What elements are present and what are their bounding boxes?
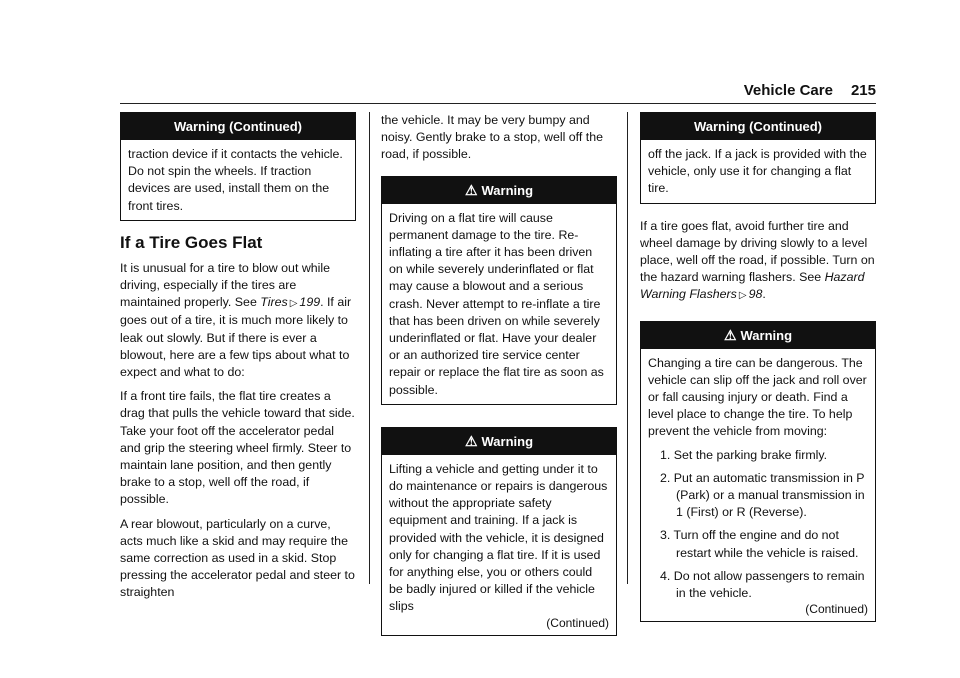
warning-box-title: Warning (Continued) xyxy=(121,113,355,140)
cross-reference-link[interactable]: Tires xyxy=(260,295,288,310)
paragraph: the vehicle. It may be very bumpy and noisy. Gently brake to a stop, well off the road, if possible. xyxy=(381,113,604,162)
page-header xyxy=(700,82,876,99)
header-rule xyxy=(120,103,876,104)
column-1 xyxy=(120,112,356,609)
warning-box-title: ⚠ Warning xyxy=(382,428,616,455)
warning-icon: ⚠ xyxy=(723,326,737,343)
list-item: 3. Turn off the engine and do not restart while the vehicle is raised. xyxy=(660,528,859,560)
column-divider-1 xyxy=(369,112,370,584)
warning-box-body: traction device if it contacts the vehicle. Do not spin the wheels. If traction devices are used, install them on the front tires. xyxy=(128,147,343,213)
warning-box-body: Driving on a flat tire will cause permanent damage to the tire. Re-inflating a tire after it has been driven on while severely underinflated or flat may cause a blowout and a serious crash. Never attempt to re-inflate a tire that has been driven on while severely underinflated or flat. Have your dealer or an authorized tire service center repair or replace the flat tire as soon as possible. xyxy=(389,210,604,397)
page-ref-number: 98 xyxy=(748,287,763,302)
continued-label: (Continued) xyxy=(805,602,868,617)
warning-box xyxy=(381,176,617,405)
list-item: 2. Put an automatic transmission in P (Park) or a manual transmission in 1 (First) or R (Reverse). xyxy=(660,470,865,520)
section-heading: If a Tire Goes Flat xyxy=(120,232,263,252)
cross-reference-link[interactable]: Hazard Warning Flashers xyxy=(640,270,865,302)
page-ref-number: 199 xyxy=(299,295,321,310)
warning-box-body: off the jack. If a jack is provided with the vehicle, only use it for changing a flat tire. xyxy=(648,147,867,196)
warning-box xyxy=(640,321,876,623)
warning-icon: ⚠ xyxy=(464,181,478,198)
paragraph: If a front tire fails, the flat tire creates a drag that pulls the vehicle toward that side. Take your foot off the accelerator pedal and grip the steering wheel firmly. Steer to maintain lane position, and then gently brake to a stop, well off the road, if possible. xyxy=(120,389,355,507)
warning-box-body: Lifting a vehicle and getting under it to do maintenance or repairs is dangerous without the appropriate safety equipment and training. If a jack is provided with the vehicle, it is designed only for changing a flat tire. If it is used for anything else, you or others could be badly injured or killed if the vehicle slips (Continued) xyxy=(389,461,609,630)
section-title: Vehicle Care xyxy=(743,82,833,99)
warning-icon: ⚠ xyxy=(464,432,478,449)
warning-box xyxy=(381,427,617,636)
warning-box-body: Changing a tire can be dangerous. The vehicle can slip off the jack and roll over or fall causing injury or death. Find a level place to change the tire. To help prevent the vehicle from moving: 1. Set the parking brake firmly. 2. Put an automatic transmission in P (Park) or a manual transmission in 1 (First) or R (Reverse). 3. Turn off the engine and do not restart while the vehicle is raised. 4. Do not allow passengers to remain in the vehicle. (Continued) xyxy=(648,355,868,617)
page-ref-icon: ▷ xyxy=(289,298,298,310)
warning-box-continued xyxy=(120,112,356,221)
column-divider-2 xyxy=(627,112,628,584)
paragraph: A rear blowout, particularly on a curve, acts much like a skid and may require the same correction as used in a skid. Stop pressing the accelerator pedal and steer to straighten xyxy=(120,516,355,600)
list-item: 1. Set the parking brake firmly. xyxy=(660,447,828,462)
page-number: 215 xyxy=(850,82,876,99)
continued-label: (Continued) xyxy=(546,615,609,630)
warning-box-title: ⚠ Warning xyxy=(382,177,616,204)
column-2 xyxy=(381,112,617,646)
warning-box-title: ⚠ Warning xyxy=(641,322,875,349)
paragraph: If a tire goes flat, avoid further tire and wheel damage by driving slowly to a level place, well off the road, if possible. Turn on the hazard warning flashers. See Hazard Warning Flashers ▷ 98. xyxy=(640,218,875,302)
warning-box-title: Warning (Continued) xyxy=(641,113,875,140)
warning-box-continued xyxy=(640,112,876,204)
page-ref-icon: ▷ xyxy=(738,290,747,302)
paragraph: It is unusual for a tire to blow out while driving, especially if the tires are maintained properly. See Tires ▷ 199. If air goes out of a tire, it is much more likely to leak out slowly. But if there is ever a blowout, here are a few tips about what to expect and what to do: xyxy=(120,260,352,380)
column-3 xyxy=(640,112,876,632)
list-item: 4. Do not allow passengers to remain in the vehicle. xyxy=(660,568,865,601)
